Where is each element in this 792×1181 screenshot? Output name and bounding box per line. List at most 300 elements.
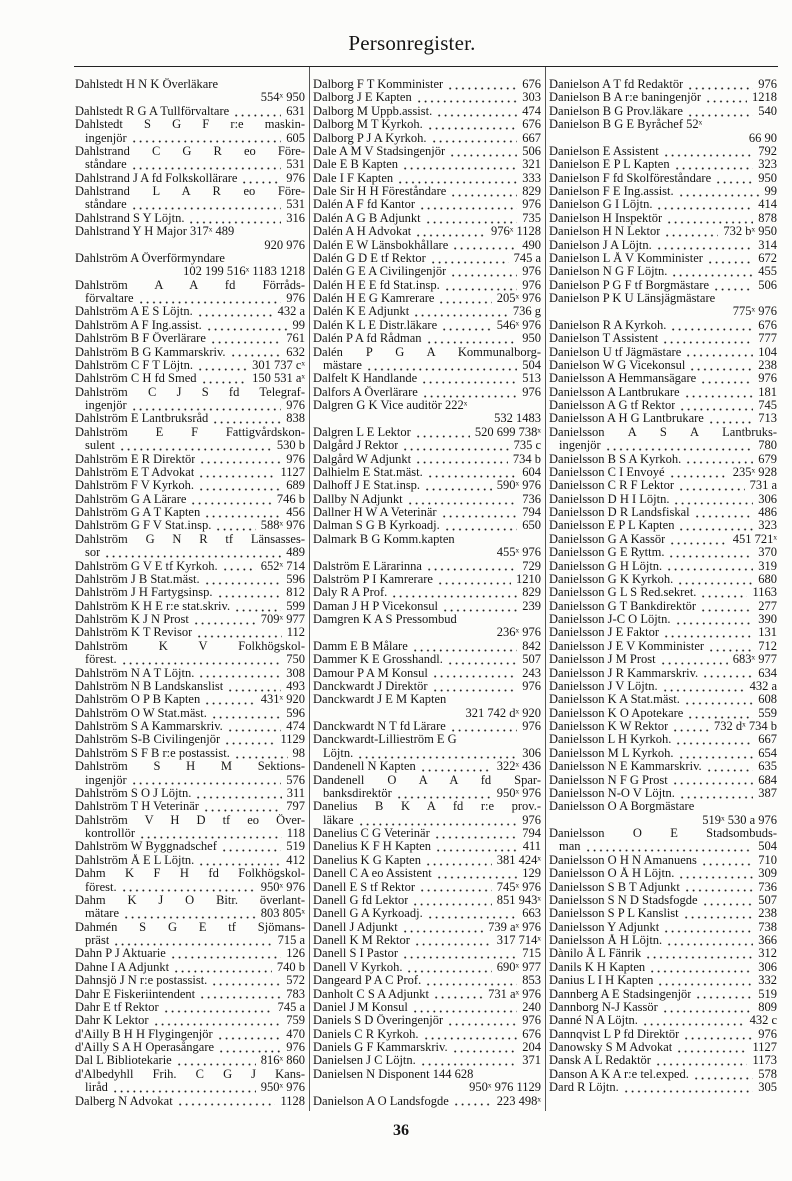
entry-pages: 731 a <box>749 479 777 493</box>
entry-line <box>313 132 541 145</box>
entry-line <box>313 466 541 479</box>
entry-pages: 532 1483 <box>494 412 541 426</box>
register-entry <box>75 279 305 306</box>
entry-line <box>75 1054 305 1067</box>
entry-text: Dahlström S A Kammarskriv. <box>75 720 223 733</box>
dot-leader <box>215 528 255 531</box>
dot-leader <box>684 889 753 892</box>
entry-pages: 680 <box>758 572 777 586</box>
register-entry <box>75 747 305 760</box>
entry-line <box>75 332 305 345</box>
entry-pages: 366 <box>758 934 777 947</box>
entry-pages: 920 976 <box>264 238 305 252</box>
entry-text: Danielsson G H Löjtn. <box>549 559 663 573</box>
dot-leader <box>657 983 753 986</box>
entry-text: Danelius C G Veterinär <box>313 827 430 840</box>
entry-line <box>313 1081 541 1094</box>
entry-line <box>549 292 777 305</box>
entry-line <box>313 653 541 666</box>
entry-line <box>549 733 777 746</box>
register-entry <box>75 1041 305 1054</box>
register-entry <box>313 105 541 118</box>
entry-pages: 432 a <box>749 679 777 693</box>
dot-leader <box>436 114 517 117</box>
entry-line <box>313 372 541 385</box>
register-entry <box>75 105 305 118</box>
entry-pages: 520 699 738ˣ <box>474 425 541 439</box>
entry-line <box>75 466 305 479</box>
entry-line <box>549 346 777 359</box>
entry-pages: 976 <box>522 813 541 827</box>
entry-line <box>549 533 777 546</box>
entry-pages: 838 <box>286 412 305 426</box>
entry-text: Danielson J A Löjtn. <box>549 238 652 252</box>
entry-line <box>313 359 541 372</box>
entry-text: sulent <box>85 439 115 453</box>
dot-leader <box>119 448 272 451</box>
entry-pages: 455 <box>758 265 777 279</box>
register-entry <box>549 720 777 733</box>
register-entry <box>549 105 777 118</box>
entry-text: Danielsson A Hemmansägare <box>549 372 697 386</box>
entry-line <box>313 867 541 880</box>
entry-line <box>313 774 541 787</box>
register-entry <box>549 947 777 960</box>
entry-line <box>549 212 777 225</box>
entry-line <box>313 158 541 171</box>
entry-text: förest. <box>85 880 117 894</box>
entry-pages: 474 <box>522 104 541 118</box>
dot-leader <box>663 930 753 933</box>
entry-line <box>75 305 305 318</box>
entry-text: Dandenell N Kapten <box>313 760 416 774</box>
entry-text: Damgren K A S Pressombud <box>313 613 457 626</box>
entry-line <box>313 533 541 546</box>
entry-pages: 513 <box>522 372 541 386</box>
entry-text: Danielsson J E V Komminister <box>549 639 705 653</box>
register-entry <box>75 172 305 185</box>
entry-line <box>549 1001 777 1014</box>
entry-pages: 1129 <box>280 733 305 747</box>
entry-pages: 976 <box>286 399 305 412</box>
entry-line <box>75 1068 305 1081</box>
entry-text: d'Albedyhll Frih. C G J Kans- <box>75 1067 305 1081</box>
entry-pages: 829 <box>522 586 541 600</box>
dot-leader <box>415 234 486 237</box>
entry-pages: 507 <box>758 893 777 907</box>
entry-text: Danielsson J M Prost <box>549 653 656 667</box>
register-entry <box>549 573 777 586</box>
entry-line <box>75 265 305 278</box>
register-entry <box>313 1028 541 1041</box>
entry-pages: 740 b <box>276 960 305 974</box>
register-entry <box>313 921 541 934</box>
entry-line <box>75 533 305 546</box>
entry-text: Dahlstedt R G A Tullförvaltare <box>75 104 230 118</box>
entry-pages: 635 <box>758 760 777 774</box>
entry-pages: 710 <box>758 853 777 867</box>
entry-pages: 783 <box>286 987 305 1001</box>
entry-line <box>549 988 777 1001</box>
entry-text: Dalfelt K Handlande <box>313 372 418 386</box>
register-entry <box>313 332 541 345</box>
entry-pages: 683ˣ 977 <box>732 653 777 667</box>
entry-text: mästare <box>323 358 362 372</box>
entry-line <box>549 158 777 171</box>
entry-line <box>549 386 777 399</box>
dot-leader <box>402 956 517 959</box>
entry-text: Dahlstrand L A R eo Före- <box>75 185 305 198</box>
register-entry <box>75 947 305 960</box>
entry-line <box>549 519 777 532</box>
entry-line <box>75 707 305 720</box>
entry-pages: 451 721ˣ <box>732 532 777 546</box>
entry-text: Dahm K J O Bitr. överlant- <box>75 893 305 907</box>
register-entry <box>75 560 305 573</box>
entry-line <box>75 974 305 987</box>
entry-line <box>549 667 777 680</box>
entry-text: förvaltare <box>85 292 134 305</box>
dot-leader <box>190 502 271 505</box>
entry-text: Damm E B Målare <box>313 639 408 653</box>
entry-line <box>313 225 541 238</box>
entry-line <box>549 840 777 853</box>
register-entry <box>313 974 541 987</box>
register-entry <box>549 640 777 653</box>
entry-line <box>313 894 541 907</box>
entry-line <box>549 185 777 198</box>
register-entry <box>549 225 777 238</box>
dot-leader <box>196 635 281 638</box>
register-entry <box>549 1041 777 1054</box>
entry-pages: 761 <box>286 332 305 346</box>
dot-leader <box>227 689 281 692</box>
entry-pages: 506 <box>522 144 541 158</box>
register-entry <box>549 1054 777 1067</box>
entry-line <box>549 974 777 987</box>
entry-text: Dahlström B F Överlärare <box>75 332 206 346</box>
entry-text: Danielson P K U Länsjägmästare <box>549 292 716 305</box>
dot-leader <box>199 996 281 999</box>
dot-leader <box>670 328 753 331</box>
entry-text: Damour P A M Konsul <box>313 666 428 680</box>
register-entry <box>313 1041 541 1054</box>
dot-leader <box>662 341 753 344</box>
dot-leader <box>713 288 753 291</box>
entry-text: Dahlström Å E L Löjtn. <box>75 853 195 867</box>
entry-pages: 1128 <box>280 1094 305 1108</box>
register-entry <box>549 519 777 532</box>
entry-text: Dalén H E E fd Stat.insp. <box>313 278 440 292</box>
register-entry <box>313 305 541 318</box>
register-entry <box>313 439 541 452</box>
entry-line <box>313 1068 541 1081</box>
entry-line <box>313 105 541 118</box>
dot-leader <box>656 247 753 250</box>
entry-pages: 976 <box>522 198 541 212</box>
entry-text: Dalgård J Rektor <box>313 439 399 453</box>
entry-line <box>313 907 541 920</box>
entry-line <box>549 653 777 666</box>
dot-leader <box>131 140 282 143</box>
entry-line <box>549 426 777 439</box>
entry-text: Danielsson C R F Lektor <box>549 479 674 493</box>
entry-line <box>313 239 541 252</box>
entry-line <box>75 988 305 1001</box>
register-entry <box>549 386 777 399</box>
entry-line <box>313 252 541 265</box>
register-entry <box>75 453 305 466</box>
register-entry <box>75 212 305 225</box>
entry-line <box>313 827 541 840</box>
entry-line <box>549 1041 777 1054</box>
dot-leader <box>176 1063 256 1066</box>
dot-leader <box>694 515 754 518</box>
register-entry <box>313 1054 541 1067</box>
entry-text: Dahlström J B Stat.mäst. <box>75 572 200 586</box>
entry-pages: 829 <box>522 185 541 198</box>
dot-leader <box>422 395 517 398</box>
entry-pages: 432 a <box>277 305 305 319</box>
dot-leader <box>416 100 518 103</box>
entry-text: Dahlström J H Fartygsinsp. <box>75 586 213 600</box>
register-entry <box>75 814 305 841</box>
entry-text: Danielsson K A Stat.mäst. <box>549 693 680 707</box>
dot-leader <box>206 328 288 331</box>
entry-pages: 745 a <box>277 1000 305 1014</box>
entry-line <box>313 265 541 278</box>
dot-leader <box>391 595 517 598</box>
entry-text: förest. <box>85 653 117 667</box>
register-entry <box>313 252 541 265</box>
entry-text: Danielsson G L S Red.sekret. <box>549 586 697 600</box>
dot-leader <box>684 702 753 705</box>
entry-line <box>313 573 541 586</box>
register-entry <box>549 988 777 1001</box>
entry-text: Dahne I A Adjunkt <box>75 960 170 974</box>
entry-line <box>549 907 777 920</box>
entry-pages: 605 <box>286 131 305 145</box>
entry-line <box>313 399 541 412</box>
entry-text: Dahlström A Överförmyndare <box>75 251 225 265</box>
entry-text: Danielsson Y Adjunkt <box>549 920 660 934</box>
register-entry <box>313 988 541 1001</box>
entry-text: läkare <box>323 813 354 827</box>
entry-pages: 652ˣ 714 <box>260 559 305 573</box>
register-entry <box>549 854 777 867</box>
entry-pages: 736 <box>758 880 777 894</box>
register-entry <box>313 586 541 599</box>
entry-pages: 306 <box>522 746 541 760</box>
entry-line <box>549 372 777 385</box>
entry-pages: 676 <box>522 118 541 132</box>
register-entry <box>549 600 777 613</box>
register-entry <box>549 653 777 666</box>
dot-leader <box>420 1063 517 1066</box>
entry-pages: 414 <box>758 198 777 212</box>
dot-leader <box>113 943 272 946</box>
register-entry <box>549 426 777 453</box>
entry-line <box>75 760 305 773</box>
entry-line <box>75 158 305 171</box>
register-entry <box>75 667 305 680</box>
entry-text: Dannberg A E Stadsingenjör <box>549 987 692 1001</box>
entry-line <box>313 961 541 974</box>
register-entry <box>75 1014 305 1027</box>
entry-pages: 976 <box>758 372 777 386</box>
entry-pages: 506 <box>758 278 777 292</box>
register-entry <box>75 185 305 212</box>
entry-text: man <box>559 840 581 854</box>
register-entry <box>549 760 777 773</box>
dot-leader <box>705 100 747 103</box>
dot-leader <box>441 515 518 518</box>
entry-pages: 317 714ˣ <box>496 934 541 947</box>
entry-pages: 672 <box>758 251 777 265</box>
register-entry <box>549 399 777 412</box>
entry-text: Dahlström A A fd Förråds- <box>75 278 305 292</box>
entry-line <box>75 867 305 880</box>
dot-leader <box>672 729 709 732</box>
entry-line <box>75 600 305 613</box>
entry-line <box>549 78 777 91</box>
dot-leader <box>197 314 273 317</box>
entry-line <box>75 1041 305 1054</box>
dot-leader <box>673 502 753 505</box>
entry-pages: 470 <box>286 1027 305 1041</box>
register-entry <box>313 198 541 211</box>
entry-text: Dahlström E Lantbruksråd <box>75 412 209 426</box>
entry-line <box>549 573 777 586</box>
dot-leader <box>678 194 760 197</box>
register-entry <box>313 118 541 131</box>
register-entry <box>549 145 777 158</box>
entry-text: Danckwardt N T fd Lärare <box>313 720 446 733</box>
entry-pages: 519 <box>286 840 305 854</box>
dot-leader <box>198 488 281 491</box>
entry-line <box>313 1054 541 1067</box>
register-entry <box>75 372 305 385</box>
entry-line <box>313 787 541 800</box>
entry-pages: 387 <box>758 786 777 800</box>
dot-leader <box>212 421 281 424</box>
entry-text: Danielsson D R Landsfiskal <box>549 506 690 519</box>
entry-line <box>313 426 541 439</box>
register-entry <box>313 560 541 573</box>
entry-pages: 950 <box>758 171 777 185</box>
register-entry <box>549 747 777 760</box>
entry-text: Danielsson A S A Lantbruks- <box>549 425 777 439</box>
register-entry <box>313 453 541 466</box>
register-entry <box>549 961 777 974</box>
entry-line <box>313 800 541 813</box>
register-entry <box>313 947 541 960</box>
entry-line <box>313 305 541 318</box>
register-entry <box>549 586 777 599</box>
register-entry <box>75 1028 305 1041</box>
entry-text: d'Ailly S A H Operasångare <box>75 1041 215 1054</box>
dot-leader <box>177 1103 276 1106</box>
entry-pages: 381 424ˣ <box>496 853 541 867</box>
entry-line <box>75 172 305 185</box>
dot-leader <box>672 782 753 785</box>
entry-pages: 1127 <box>752 1041 777 1054</box>
register-entry <box>549 265 777 278</box>
dot-leader <box>425 221 518 224</box>
dot-leader <box>218 1050 281 1053</box>
entry-text: Danielsson S P L Kanslist <box>549 907 679 921</box>
dot-leader <box>415 461 508 464</box>
entry-pages: 735 c <box>513 439 541 453</box>
entry-text: Dale E B Kapten <box>313 158 399 172</box>
entry-line <box>549 319 777 332</box>
dot-leader <box>715 181 753 184</box>
dot-leader <box>431 140 518 143</box>
entry-text: Dallby N Adjunkt <box>313 492 403 506</box>
register-entry <box>313 881 541 894</box>
dot-leader <box>642 1023 745 1026</box>
entry-text: Dahlström S-B Civilingenjör <box>75 733 221 747</box>
register-entry <box>313 158 541 171</box>
dot-leader <box>683 916 754 919</box>
entry-text: Dalén P A fd Rådman <box>313 332 422 346</box>
register-entry <box>549 1081 777 1094</box>
dot-leader <box>693 1077 753 1080</box>
entry-text: Danell G fd Lektor <box>313 893 409 907</box>
entry-line <box>75 573 305 586</box>
register-entry <box>549 774 777 787</box>
entry-pages: 323 <box>758 158 777 172</box>
register-entry <box>313 827 541 840</box>
entry-text: Danielson A T fd Redaktör <box>549 78 684 91</box>
register-entry <box>75 680 305 693</box>
register-entry <box>549 279 777 292</box>
entry-pages: 504 <box>522 358 541 372</box>
entry-text: Dannqvist L P fd Direktör <box>549 1027 680 1041</box>
register-entry <box>75 693 305 706</box>
entry-pages: 319 <box>758 559 777 573</box>
register-entry <box>75 961 305 974</box>
entry-text: Dahlstrand S Y Löjtn. <box>75 211 185 225</box>
dot-leader <box>649 970 753 973</box>
dot-leader <box>450 194 517 197</box>
dot-leader <box>695 996 753 999</box>
entry-line <box>75 91 305 104</box>
entry-pages: 507 <box>522 653 541 667</box>
register-entry <box>75 346 305 359</box>
entry-text: Daman J H P Vicekonsul <box>313 599 438 613</box>
entry-pages: 519 <box>758 987 777 1001</box>
dot-leader <box>233 114 281 117</box>
entry-line <box>75 132 305 145</box>
entry-text: Dalén H E G Kamrerare <box>313 292 435 305</box>
entry-pages: 236ˣ 976 <box>496 626 541 640</box>
entry-pages: 474 <box>286 720 305 733</box>
entry-line <box>75 626 305 639</box>
entry-text: Danielsson G A Kassör <box>549 532 666 546</box>
entry-pages: 486 <box>758 506 777 519</box>
register-entry <box>313 774 541 801</box>
register-entry <box>313 680 541 693</box>
column-divider <box>309 67 310 1111</box>
entry-pages: 715 <box>522 947 541 961</box>
register-entry <box>313 145 541 158</box>
entry-pages: 311 <box>286 786 305 800</box>
dot-leader <box>402 930 483 933</box>
entry-line <box>75 386 305 399</box>
entry-line <box>549 586 777 599</box>
entry-text: Daniels S D Överingenjör <box>313 1014 444 1028</box>
